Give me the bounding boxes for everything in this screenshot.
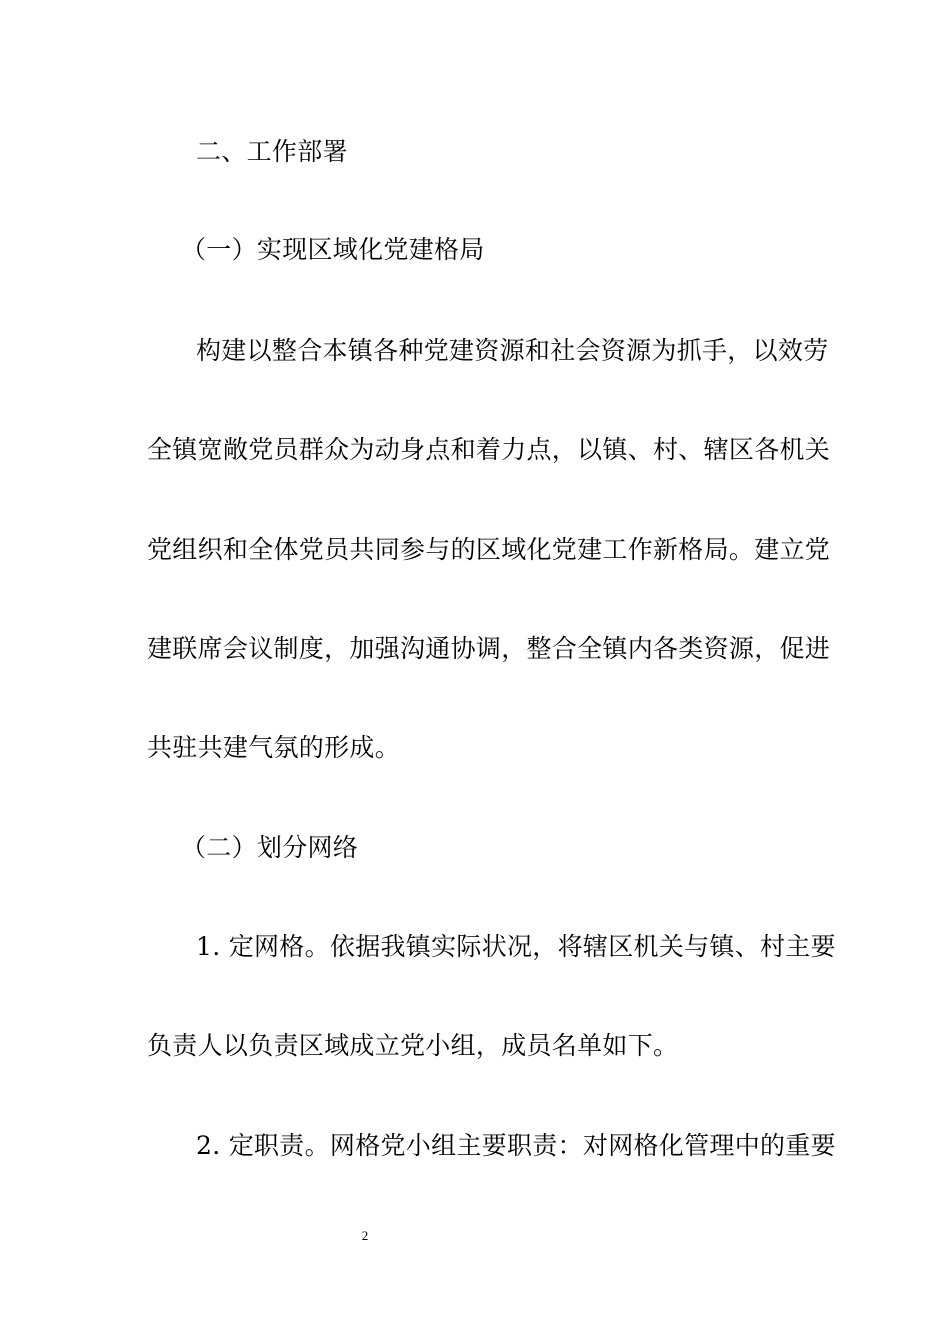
paragraph-1-line-3: 党组织和全体党员共同参与的区域化党建工作新格局。建立党 <box>147 535 831 564</box>
item-1-line-1: 1. 定网格。依据我镇实际状况，将辖区机关与镇、村主要 <box>196 932 836 961</box>
paragraph-1-line-2: 全镇宽敞党员群众为动身点和着力点，以镇、村、辖区各机关 <box>147 435 831 464</box>
subsection-heading-1: （一）实现区域化党建格局 <box>181 235 485 264</box>
subsection-heading-2: （二）划分网络 <box>181 833 359 862</box>
paragraph-1-line-1: 构建以整合本镇各种党建资源和社会资源为抓手，以效劳 <box>196 336 829 365</box>
page-number: 2 <box>361 1228 369 1243</box>
item-1-line-2: 负责人以负责区域成立党小组，成员名单如下。 <box>147 1031 679 1060</box>
paragraph-1-line-4: 建联席会议制度，加强沟通协调，整合全镇内各类资源，促进 <box>147 634 831 663</box>
section-heading: 二、工作部署 <box>196 137 348 166</box>
item-2-line-1: 2. 定职责。网格党小组主要职责：对网格化管理中的重要 <box>196 1131 836 1160</box>
paragraph-1-line-5: 共驻共建气氛的形成。 <box>147 733 401 762</box>
